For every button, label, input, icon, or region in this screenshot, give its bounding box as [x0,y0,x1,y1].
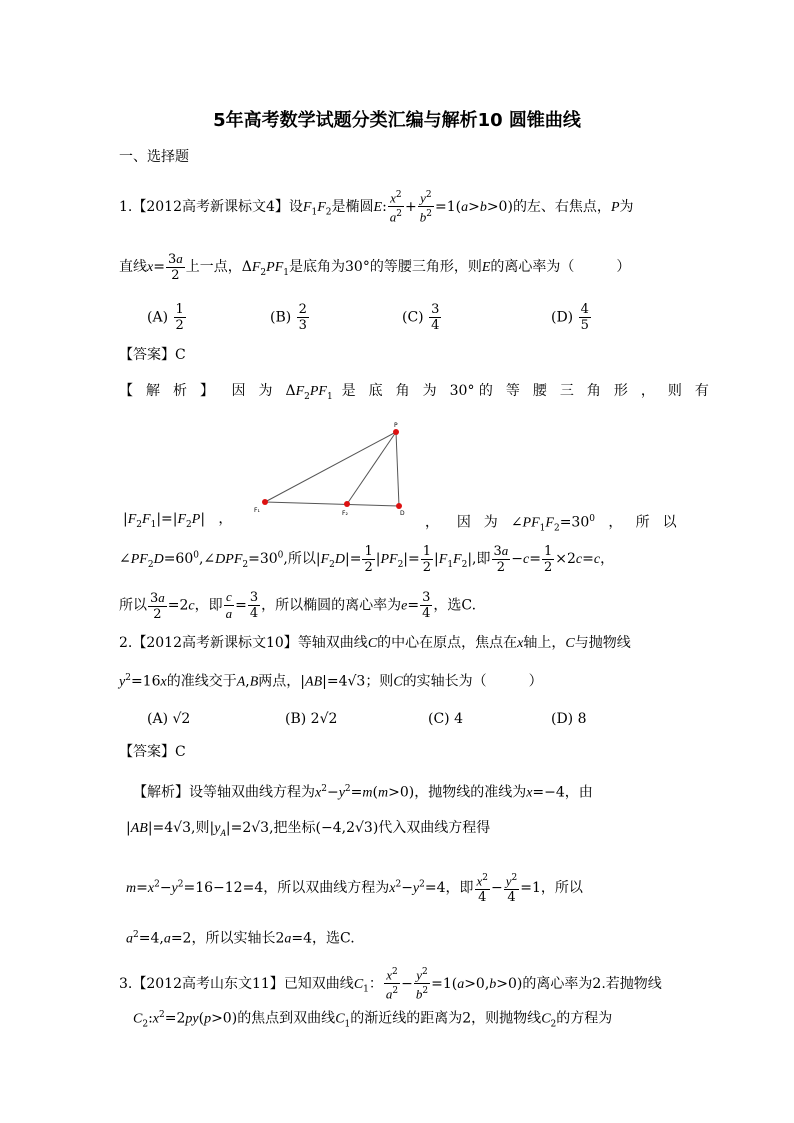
label-p: P [394,422,398,429]
q3-line1: 3.【2012高考山东文11】已知双曲线$C_1$： $\frac{x^2}{a^2}$ − $\frac{y^2}{b^2}$ =1(a>0,b>0)的离心率为2.若抛物线 [119,967,662,1002]
q2-analysis-line1: 【解析】设等轴双曲线方程为$x^2-y^2=m(m>0)$，抛物线的准线为x=−4，由 [133,784,593,801]
q1-analysis-line2b: ， 因为$\angle PF_1F_2=30^0$ ， 所以 [425,514,690,534]
q2-line2: $y^2=16x$的准线交于A,B两点，|AB|=4√3；则C的实轴长为（ ） [119,673,543,690]
section-heading: 一、选择题 [119,149,189,165]
q3-source: 【2012高考山东文11】 [132,975,284,992]
q2-option-a: (A) √2 [147,711,191,727]
q2-analysis-line3: $m=x^2-y^2=16-12=4$，所以双曲线方程为$x^2-y^2=4$，即 $\frac{x^2}{4}$ − $\frac{y^2}{4}$ =1，所以 [126,873,583,906]
q1-line1: 1.【2012高考新课标文4】设$F_1F_2$是椭圆E: $\frac{x^2}{a^2}$ + $\frac{y^2}{b^2}$ =1(a>b>0)的左、右焦点，P为 [119,190,634,225]
q1-answer: 【答案】C [119,347,186,363]
point-f2 [344,501,350,507]
q1-option-d: (D) $\frac{4}{5}$ [551,302,589,333]
page-title: 5年高考数学试题分类汇编与解析10 圆锥曲线 [213,110,581,131]
q1-option-a: (A) $\frac{1}{2}$ [147,302,184,333]
label-f2: F₂ [342,510,348,517]
q2-answer: 【答案】C [119,744,186,760]
point-p [393,429,399,435]
segment-f2p [347,432,396,504]
q1-analysis-line2a: $|F_2F_1|=|F_2P|$ ， [123,511,233,530]
q2-option-c: (C) 4 [428,711,463,727]
q1-source: 【2012高考新课标文4】 [132,198,289,215]
q2-line1: 2.【2012高考新课标文10】等轴双曲线C的中心在原点，焦点在x轴上，C与抛物线 [119,635,631,651]
point-d [396,503,402,509]
q2-number: 2. [119,635,133,651]
triangle-figure [250,418,420,518]
q1-analysis-line3: $\angle PF_2D=60^0,\angle DPF_2=30^0$,所以$|F_2D|=$ $\frac{1}{2}$ $|PF_2|=$ $\frac{1}{2}$ $|F_1F_2|$,即 $\frac{3a}{2}$ −c= $\frac{1}{2}$ ×2c=c， [119,543,615,575]
q1-line2: 直线x= $\frac{3a}{2}$ 上一点，$\Delta F_2PF_1$是底角为30°的等腰三角形，则E的离心率为（ ） [119,251,631,283]
q3-line2: $C_2:x^2=2py(p>0)$的焦点到双曲线$C_1$的渐近线的距离为2，则抛物线$C_2$的方程为 [133,1010,613,1030]
label-f1: F₁ [254,507,260,514]
segment-f1p [265,432,396,502]
point-f1 [262,499,268,505]
q2-option-d: (D) 8 [551,711,587,727]
q1-option-c: (C) $\frac{3}{4}$ [402,302,440,333]
label-d: D [400,510,405,517]
q3-number: 3. [119,975,133,992]
segment-pd [396,432,399,506]
q2-analysis-line2: |AB|=4√3,则$|y_A|=2√3$,把坐标(−4,2√3)代入双曲线方程得 [126,820,491,838]
q2-option-b: (B) 2√2 [285,711,338,727]
q2-analysis-line4: $a^2=4,a=2$，所以实轴长2a=4，选C. [126,930,355,947]
q1-option-b: (B) $\frac{2}{3}$ [270,302,307,333]
q2-source: 【2012高考新课标文10】 [132,635,298,651]
q1-number: 1. [119,198,133,215]
q1-analysis-line1: 【解析】 因为$\Delta F_2PF_1$ 是底角为30° 的等腰三角形，则有 [119,383,722,402]
segment-f1d [265,502,399,506]
q1-analysis-line4: 所以 $\frac{3a}{2}$ =2c，即 $\frac{c}{a}$ = $\frac{3}{4}$ ，所以椭圆的离心率为e= $\frac{3}{4}$ ，选C. [119,589,477,622]
